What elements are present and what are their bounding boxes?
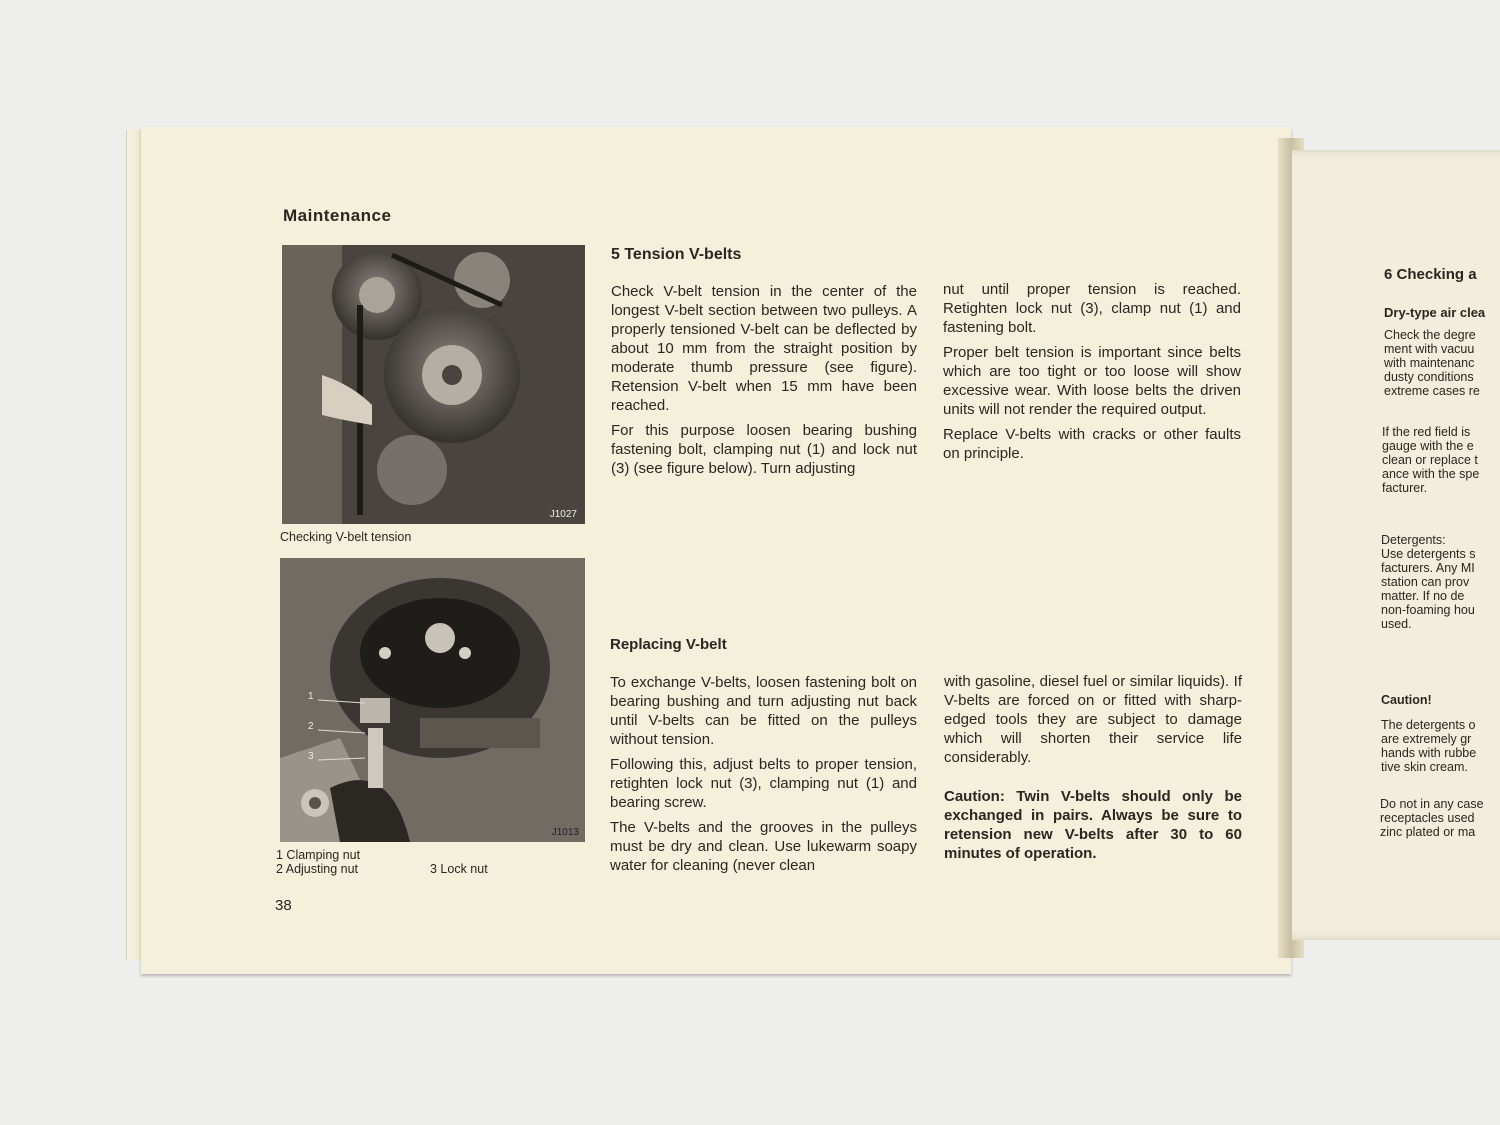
next-section-title: 6 Checking a [1384, 266, 1477, 283]
next-line: If the red field is [1382, 425, 1471, 439]
next-line: The detergents o [1381, 718, 1476, 732]
next-line: hands with rubbe [1381, 746, 1477, 760]
page-number: 38 [275, 897, 292, 914]
figure-id-2: J1013 [551, 827, 579, 838]
next-para-3 [1381, 533, 1476, 631]
section5-col1-p1: Check V-belt tension in the center of the longest V-belt section between two pulleys. A properly tensioned V-belt can be deflected by about 10 mm from the straight position by moderate thumb pressure (see figure). Retension V-belt when 15 mm have been reached. [611, 283, 917, 414]
next-line: tive skin cream. [1381, 760, 1468, 774]
section-title: Maintenance [283, 206, 392, 225]
caution-note: Caution: Twin V-belts should only be exchanged in pairs. Always be sure to retension new V-belts after 30 to 60 minutes of operation. [944, 788, 1242, 862]
replacing-col2 [944, 672, 1242, 869]
next-line: ment with vacuu [1384, 342, 1475, 356]
next-caution-title: Caution! [1381, 693, 1432, 707]
next-line: non-foaming hou [1381, 603, 1475, 617]
next-line: facturer. [1382, 481, 1428, 495]
next-line: matter. If no de [1381, 589, 1465, 603]
next-line: Use detergents s [1381, 547, 1476, 561]
next-line: facturers. Any MI [1381, 561, 1475, 575]
manual-page-right [1292, 150, 1500, 940]
next-line: zinc plated or ma [1380, 825, 1476, 839]
next-para-5 [1380, 797, 1484, 839]
section5-col2-p3: Replace V-belts with cracks or other faults on principle. [943, 426, 1241, 462]
v-belt-photo [282, 245, 585, 524]
next-line: clean or replace t [1382, 453, 1478, 467]
section5-col2-p2: Proper belt tension is important since belts which are too tight or too loose will show excessive wear. With loose belts the driven units will not render the required output. [943, 344, 1241, 418]
replacing-col1-p1: To exchange V-belts, loosen fastening bolt on bearing bushing and turn adjusting nut back until V-belts can be fitted on the pulleys without tension. [610, 674, 917, 748]
next-line: Detergents: [1381, 533, 1446, 547]
next-line: station can prov [1381, 575, 1470, 589]
next-subtitle: Dry-type air clea [1384, 305, 1486, 320]
legend-adjusting-nut: 2 Adjusting nut [276, 862, 359, 876]
alternator-illustration [280, 558, 585, 842]
next-line: ance with the spe [1382, 467, 1480, 481]
callout-1: 1 [308, 691, 314, 702]
replacing-title: Replacing V-belt [610, 636, 727, 653]
legend-clamping-nut: 1 Clamping nut [276, 848, 361, 862]
callout-3: 3 [308, 751, 314, 762]
replacing-col1-p2: Following this, adjust belts to proper tension, retighten lock nut (3), clamping nut (1) and bearing screw. [610, 756, 917, 811]
section5-col1-p2: For this purpose loosen bearing bushing fastening bolt, clamping nut (1) and lock nut (3) (see figure below). Turn adjusting [611, 422, 917, 477]
section5-col2 [943, 280, 1241, 469]
alternator-photo [280, 558, 585, 842]
figure-id-1: J1027 [549, 509, 577, 520]
next-line: gauge with the e [1382, 439, 1474, 453]
next-line: with maintenanc [1384, 356, 1475, 370]
section5-col2-p1: nut until proper tension is reached. Retighten lock nut (3), clamp nut (1) and fastening bolt. [943, 281, 1241, 336]
next-line: Check the degre [1384, 328, 1476, 342]
next-para-2 [1382, 425, 1479, 495]
replacing-col1 [610, 673, 917, 881]
legend-lock-nut: 3 Lock nut [430, 862, 488, 876]
next-para-1 [1384, 328, 1480, 398]
section5-title: 5 Tension V-belts [611, 246, 742, 263]
replacing-col2-p1: with gasoline, diesel fuel or similar liquids). If V-belts are forced on or fitted with sharp-edged tools they are subject to damage which will shorten their service life considerably. [944, 673, 1242, 766]
next-line: are extremely gr [1381, 732, 1472, 746]
next-line: dusty conditions [1384, 370, 1474, 384]
section5-col1 [611, 282, 917, 484]
callout-2: 2 [308, 721, 314, 732]
figure1-caption: Checking V-belt tension [280, 530, 412, 544]
next-line: used. [1381, 617, 1412, 631]
next-para-4 [1381, 718, 1476, 774]
next-line: receptacles used [1380, 811, 1475, 825]
next-line: Do not in any case [1380, 797, 1484, 811]
replacing-col1-p3: The V-belts and the grooves in the pulleys must be dry and clean. Use lukewarm soapy water for cleaning (never clean [610, 819, 917, 874]
engine-pulley-illustration [282, 245, 585, 524]
next-line: extreme cases re [1384, 384, 1480, 398]
